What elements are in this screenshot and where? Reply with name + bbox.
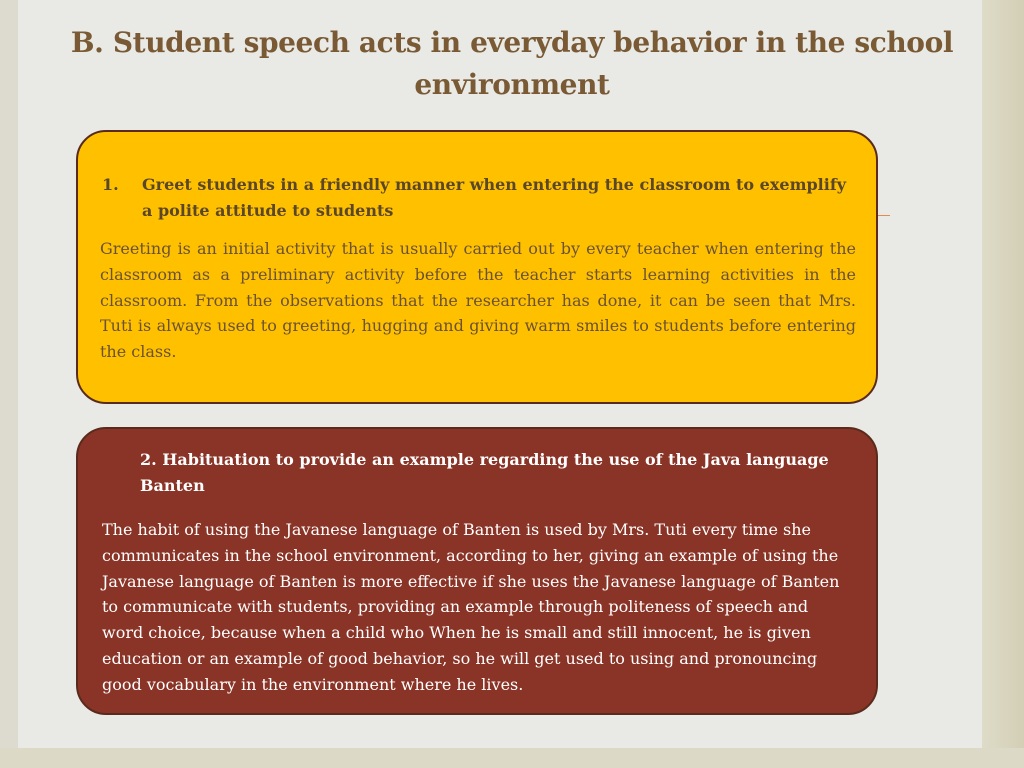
bottom-border-band bbox=[0, 748, 1024, 768]
section-body-text: Greeting is an initial activity that is usually carried out by every teacher when entering the classroom as a preliminary activity before the teacher starts learning activities in the classroom. From the observations that the researcher has done, it can be seen that Mrs. Tuti is always used to greeting, hugging and giving warm smiles to students before entering the class. bbox=[100, 239, 856, 362]
slide-title: B. Student speech acts in everyday behavior in the school environment bbox=[70, 26, 954, 101]
section-card-greeting bbox=[76, 130, 878, 404]
section-heading-text: 2. Habituation to provide an example regarding the use of the Java language Banten bbox=[140, 450, 829, 495]
section-number: 1. bbox=[102, 175, 119, 194]
section-heading-text: Greet students in a friendly manner when entering the classroom to exemplify a polite attitude to students bbox=[142, 175, 847, 220]
section-card-habituation bbox=[76, 427, 878, 715]
section-body-text: The habit of using the Javanese language of Banten is used by Mrs. Tuti every time she communicates in the school environment, according to her, giving an example of using the Javanese language of Banten is more effective if she uses the Javanese language of Banten to communicate with students, providing an example through politeness of speech and word choice, because when a child who When he is small and still innocent, he is given education or an example of good behavior, so he will get used to using and pronouncing good vocabulary in the environment where he lives. bbox=[102, 520, 840, 694]
section-heading bbox=[140, 447, 860, 499]
left-border-band bbox=[0, 0, 18, 768]
section-heading bbox=[102, 172, 858, 224]
decorative-accent-line bbox=[876, 215, 890, 216]
right-border-band bbox=[982, 0, 1024, 768]
